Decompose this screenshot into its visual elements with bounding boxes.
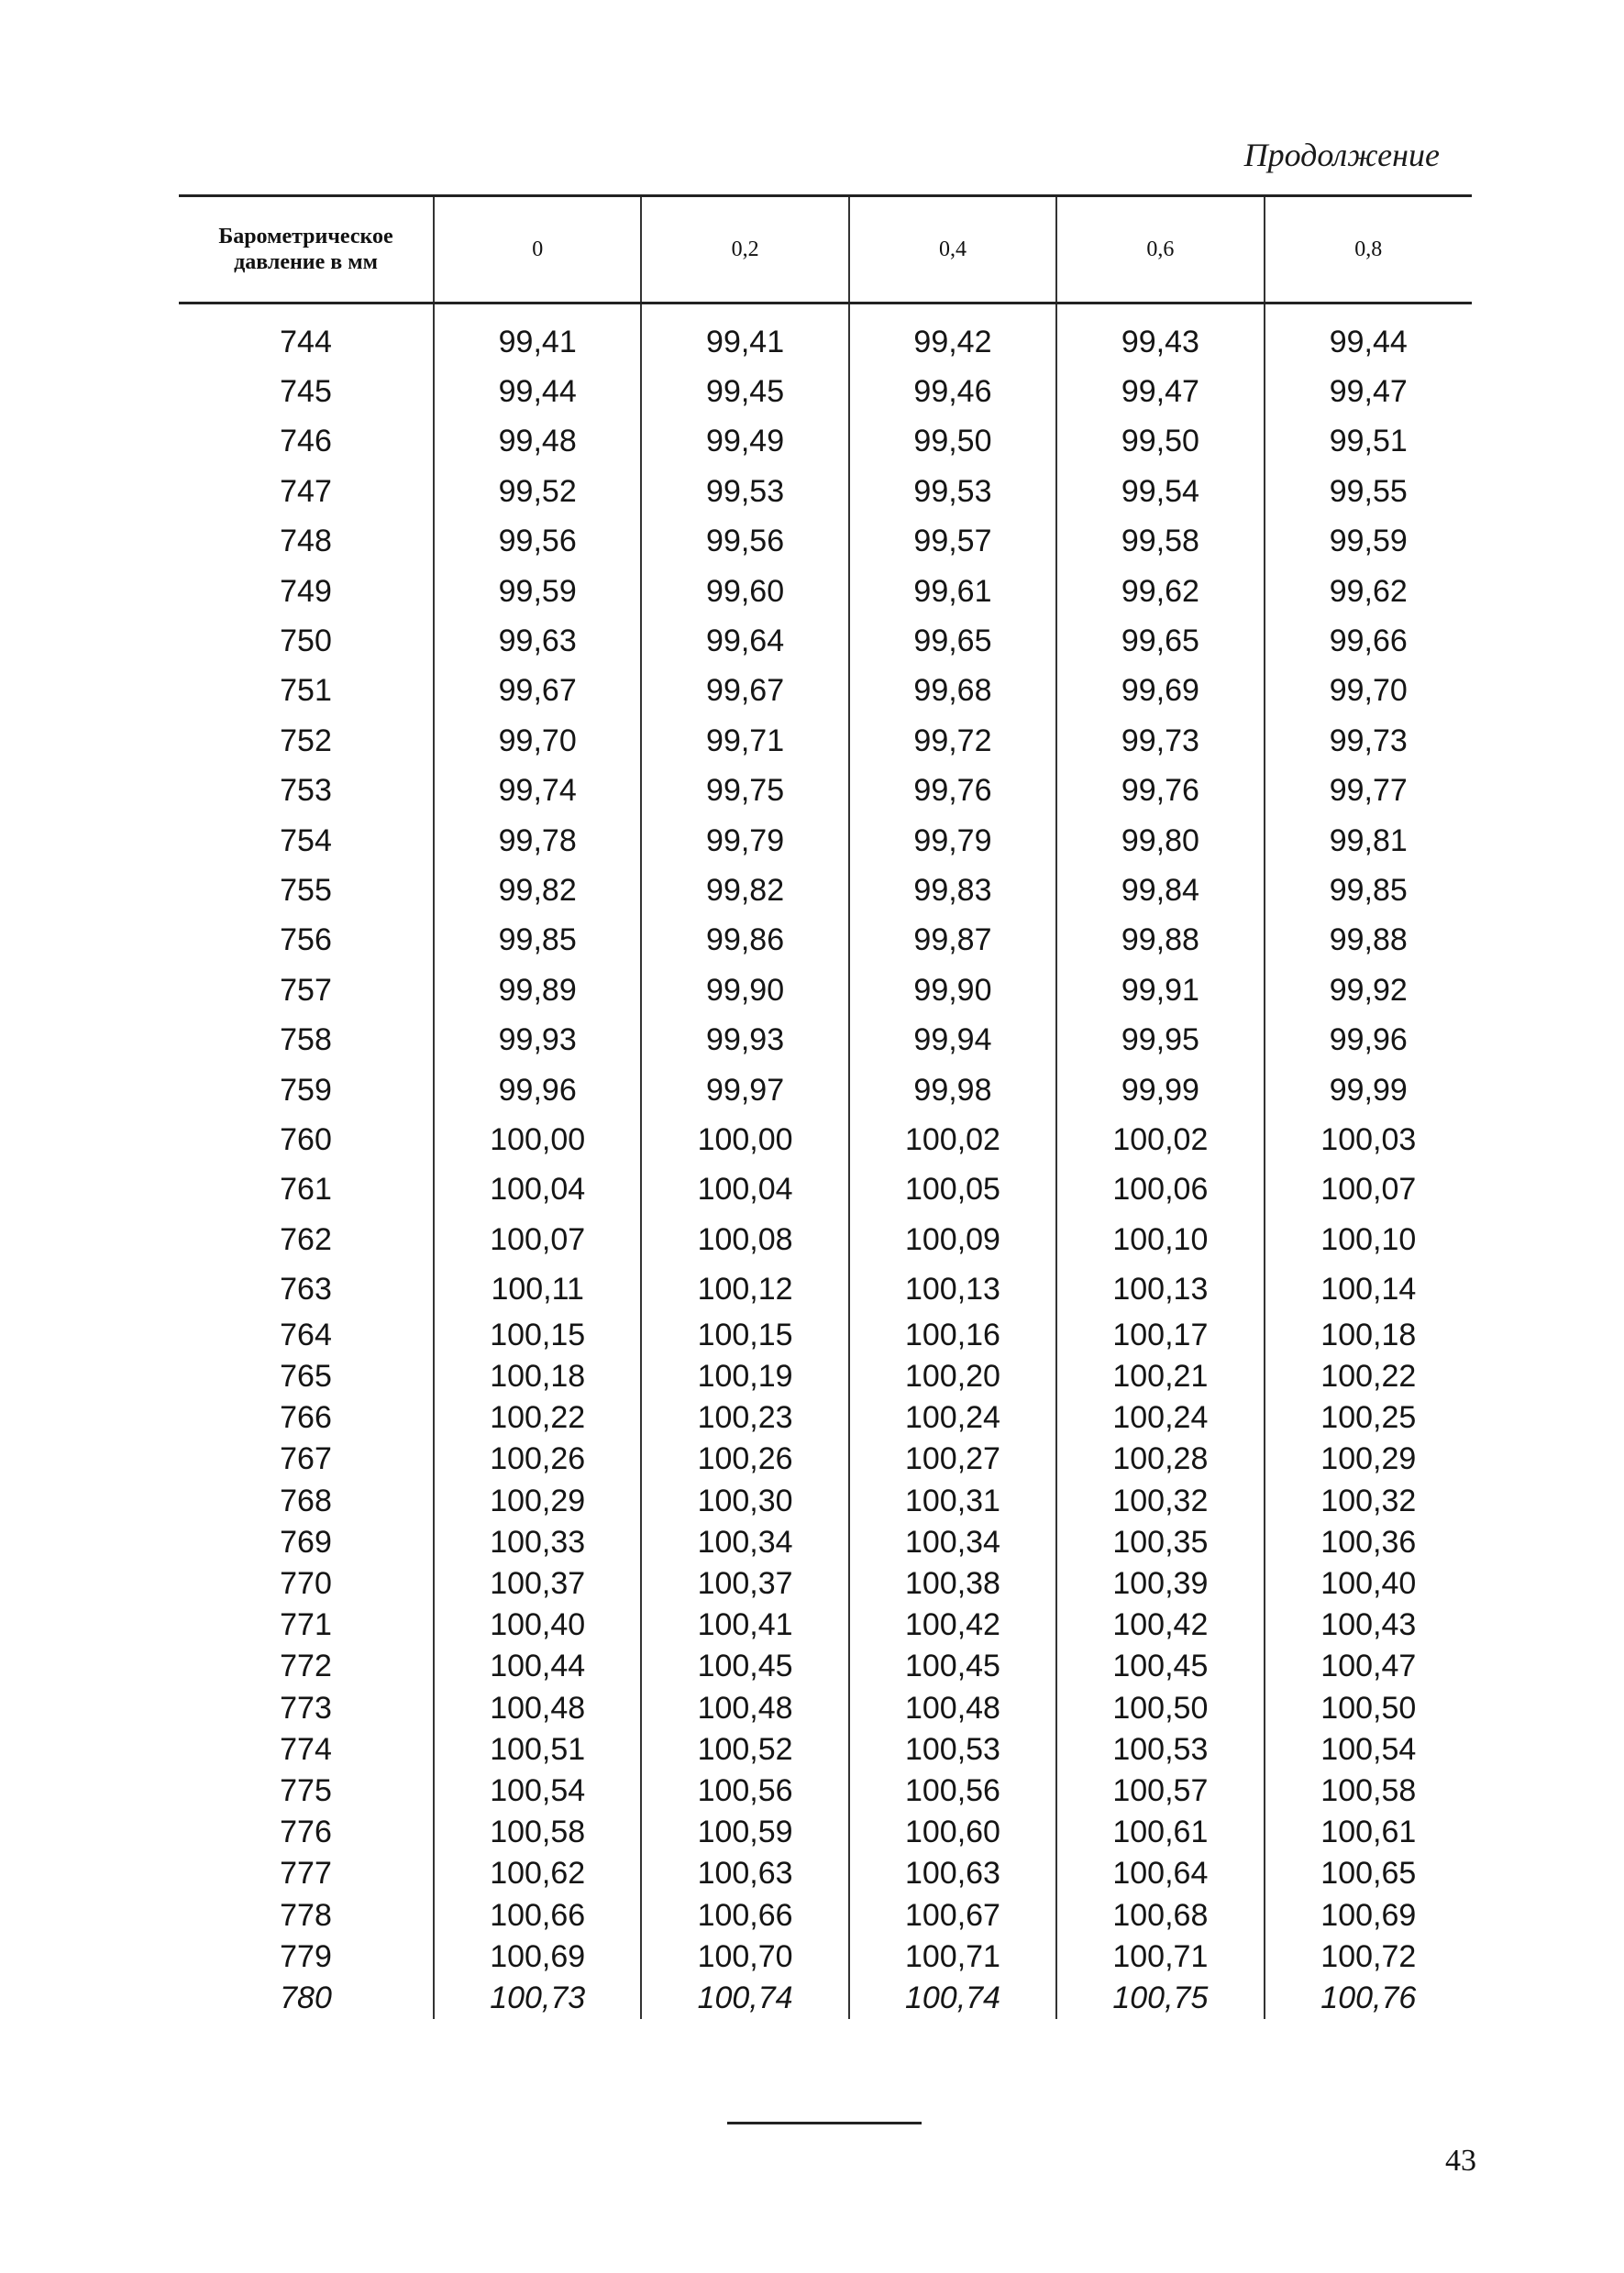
table-row [179, 1853, 1472, 1894]
table-cell: 100,54 [1265, 1729, 1472, 1771]
pressure-value: 771 [280, 1607, 332, 1643]
table-cell: 100,50 [1265, 1688, 1472, 1729]
column-header: 0,4 [849, 196, 1056, 303]
table-cell: 99,59 [1265, 517, 1472, 567]
header-row [179, 196, 1472, 303]
table-cell: 99,88 [1265, 916, 1472, 965]
table-row [179, 1522, 1472, 1563]
table-cell: 100,62 [434, 1853, 641, 1894]
table-cell: 100,57 [1056, 1771, 1264, 1812]
pressure-value: 750 [280, 623, 332, 659]
table-cell: 99,50 [1056, 417, 1264, 467]
table-row [179, 1771, 1472, 1812]
table-cell: 99,75 [641, 767, 848, 816]
table-cell: 100,03 [1265, 1115, 1472, 1164]
table-row [179, 517, 1472, 567]
table-cell: 99,44 [434, 367, 641, 416]
column-header: 0,2 [641, 196, 848, 303]
table-row [179, 1215, 1472, 1264]
pressure-table-container [179, 194, 1472, 2019]
pressure-value: 778 [280, 1897, 332, 1933]
table-cell: 100,37 [434, 1563, 641, 1605]
table-cell: 100,75 [1056, 1978, 1264, 2019]
table-cell: 99,94 [849, 1015, 1056, 1065]
table-cell: 100,39 [1056, 1563, 1264, 1605]
pressure-value: 744 [280, 324, 332, 359]
table-cell: 99,42 [849, 303, 1056, 368]
table-cell: 99,51 [1265, 417, 1472, 467]
table-row [179, 1605, 1472, 1646]
pressure-value: 768 [280, 1483, 332, 1518]
table-cell: 100,02 [1056, 1115, 1264, 1164]
pressure-value: 755 [280, 872, 332, 908]
pressure-value: 772 [280, 1649, 332, 1684]
table-cell: 99,70 [434, 716, 641, 766]
pressure-value: 747 [280, 473, 332, 509]
table-cell: 99,73 [1056, 716, 1264, 766]
table-cell: 99,58 [1056, 517, 1264, 567]
table-cell: 100,10 [1056, 1215, 1264, 1264]
table-cell: 99,63 [434, 616, 641, 666]
table-cell: 99,55 [1265, 467, 1472, 516]
table-cell: 100,58 [1265, 1771, 1472, 1812]
table-cell: 99,91 [1056, 965, 1264, 1015]
table-cell: 100,33 [434, 1522, 641, 1563]
table-row [179, 1894, 1472, 1936]
table-row [179, 1165, 1472, 1215]
table-cell: 99,49 [641, 417, 848, 467]
table-cell: 99,53 [641, 467, 848, 516]
table-row [179, 767, 1472, 816]
table-row [179, 866, 1472, 915]
pressure-value: 766 [280, 1400, 332, 1436]
table-cell: 100,34 [849, 1522, 1056, 1563]
table-cell: 100,72 [1265, 1936, 1472, 1978]
table-cell: 100,56 [849, 1771, 1056, 1812]
table-cell: 100,74 [849, 1978, 1056, 2019]
table-cell: 99,54 [1056, 467, 1264, 516]
table-cell: 99,48 [434, 417, 641, 467]
column-header: 0,8 [1265, 196, 1472, 303]
column-header: 0,6 [1056, 196, 1264, 303]
table-cell: 99,79 [641, 816, 848, 866]
table-cell: 99,66 [1265, 616, 1472, 666]
table-cell: 99,99 [1265, 1065, 1472, 1115]
table-cell: 100,67 [849, 1894, 1056, 1936]
table-cell: 100,17 [1056, 1315, 1264, 1356]
table-cell: 99,92 [1265, 965, 1472, 1015]
table-cell: 99,46 [849, 367, 1056, 416]
table-cell: 100,71 [1056, 1936, 1264, 1978]
table-cell: 100,22 [1265, 1356, 1472, 1397]
table-cell: 99,98 [849, 1065, 1056, 1115]
table-row [179, 965, 1472, 1015]
table-cell: 99,80 [1056, 816, 1264, 866]
table-cell: 100,20 [849, 1356, 1056, 1397]
table-cell: 100,45 [641, 1646, 848, 1687]
table-cell: 99,74 [434, 767, 641, 816]
column-header: 0 [434, 196, 641, 303]
table-cell: 100,63 [849, 1853, 1056, 1894]
table-row [179, 417, 1472, 467]
table-row [179, 1397, 1472, 1439]
table-cell: 100,53 [849, 1729, 1056, 1771]
table-cell: 100,30 [641, 1481, 848, 1522]
table-row [179, 1563, 1472, 1605]
table-cell: 99,81 [1265, 816, 1472, 866]
table-cell: 100,48 [849, 1688, 1056, 1729]
pressure-value: 760 [280, 1121, 332, 1157]
table-cell: 100,24 [849, 1397, 1056, 1439]
pressure-value: 757 [280, 972, 332, 1008]
table-cell: 100,12 [641, 1264, 848, 1314]
table-cell: 99,67 [641, 667, 848, 716]
table-cell: 100,09 [849, 1215, 1056, 1264]
table-cell: 100,02 [849, 1115, 1056, 1164]
table-cell: 100,34 [641, 1522, 848, 1563]
table-cell: 100,60 [849, 1812, 1056, 1853]
table-cell: 100,18 [434, 1356, 641, 1397]
table-cell: 99,71 [641, 716, 848, 766]
table-cell: 100,08 [641, 1215, 848, 1264]
table-cell: 100,35 [1056, 1522, 1264, 1563]
table-cell: 100,70 [641, 1936, 848, 1978]
table-cell: 100,05 [849, 1165, 1056, 1215]
table-cell: 99,76 [1056, 767, 1264, 816]
table-cell: 99,78 [434, 816, 641, 866]
table-cell: 100,23 [641, 1397, 848, 1439]
table-cell: 100,61 [1265, 1812, 1472, 1853]
pressure-value: 751 [280, 673, 332, 709]
table-cell: 100,52 [641, 1729, 848, 1771]
pressure-value: 774 [280, 1731, 332, 1767]
pressure-value: 773 [280, 1690, 332, 1726]
pressure-value: 763 [280, 1272, 332, 1308]
table-row [179, 1936, 1472, 1978]
table-cell: 99,62 [1265, 567, 1472, 616]
pressure-value: 759 [280, 1072, 332, 1108]
pressure-value: 780 [280, 1980, 332, 2015]
table-row [179, 1315, 1472, 1356]
table-cell: 100,43 [1265, 1605, 1472, 1646]
pressure-table [179, 194, 1472, 2019]
table-cell: 100,38 [849, 1563, 1056, 1605]
table-cell: 100,66 [434, 1894, 641, 1936]
table-cell: 99,57 [849, 517, 1056, 567]
table-cell: 100,74 [641, 1978, 848, 2019]
pressure-value: 775 [280, 1772, 332, 1808]
table-cell: 100,29 [1265, 1439, 1472, 1480]
table-cell: 100,56 [641, 1771, 848, 1812]
table-cell: 99,56 [434, 517, 641, 567]
table-cell: 100,65 [1265, 1853, 1472, 1894]
table-cell: 99,43 [1056, 303, 1264, 368]
table-cell: 100,32 [1265, 1481, 1472, 1522]
table-cell: 100,06 [1056, 1165, 1264, 1215]
table-cell: 100,61 [1056, 1812, 1264, 1853]
table-row [179, 1264, 1472, 1314]
table-cell: 100,48 [641, 1688, 848, 1729]
table-cell: 100,14 [1265, 1264, 1472, 1314]
table-cell: 100,50 [1056, 1688, 1264, 1729]
table-cell: 100,66 [641, 1894, 848, 1936]
table-row [179, 1688, 1472, 1729]
table-cell: 99,65 [849, 616, 1056, 666]
table-cell: 100,71 [849, 1936, 1056, 1978]
pressure-value: 756 [280, 922, 332, 958]
table-cell: 100,58 [434, 1812, 641, 1853]
table-cell: 99,85 [1265, 866, 1472, 915]
table-cell: 100,31 [849, 1481, 1056, 1522]
table-cell: 100,27 [849, 1439, 1056, 1480]
table-cell: 99,79 [849, 816, 1056, 866]
table-cell: 100,76 [1265, 1978, 1472, 2019]
table-cell: 100,42 [1056, 1605, 1264, 1646]
table-row [179, 1646, 1472, 1687]
table-cell: 99,93 [641, 1015, 848, 1065]
table-cell: 99,85 [434, 916, 641, 965]
table-row [179, 1812, 1472, 1853]
pressure-value: 770 [280, 1566, 332, 1602]
table-cell: 99,83 [849, 866, 1056, 915]
table-cell: 100,40 [434, 1605, 641, 1646]
pressure-value: 776 [280, 1815, 332, 1850]
pressure-value: 754 [280, 822, 332, 858]
table-cell: 99,68 [849, 667, 1056, 716]
table-cell: 99,93 [434, 1015, 641, 1065]
pressure-value: 745 [280, 374, 332, 410]
table-cell: 99,77 [1265, 767, 1472, 816]
table-cell: 100,59 [641, 1812, 848, 1853]
table-cell: 100,11 [434, 1264, 641, 1314]
table-cell: 100,00 [641, 1115, 848, 1164]
table-cell: 100,26 [434, 1439, 641, 1480]
table-cell: 99,53 [849, 467, 1056, 516]
table-cell: 99,65 [1056, 616, 1264, 666]
table-cell: 100,07 [1265, 1165, 1472, 1215]
table-cell: 99,62 [1056, 567, 1264, 616]
table-cell: 99,89 [434, 965, 641, 1015]
table-cell: 99,61 [849, 567, 1056, 616]
table-cell: 99,41 [434, 303, 641, 368]
table-cell: 100,69 [434, 1936, 641, 1978]
table-cell: 100,42 [849, 1605, 1056, 1646]
table-cell: 100,07 [434, 1215, 641, 1264]
pressure-value: 767 [280, 1441, 332, 1477]
table-cell: 99,90 [849, 965, 1056, 1015]
table-cell: 100,18 [1265, 1315, 1472, 1356]
table-cell: 99,99 [1056, 1065, 1264, 1115]
table-cell: 99,95 [1056, 1015, 1264, 1065]
table-cell: 100,29 [434, 1481, 641, 1522]
table-cell: 100,64 [1056, 1853, 1264, 1894]
table-cell: 100,10 [1265, 1215, 1472, 1264]
pressure-value: 779 [280, 1938, 332, 1974]
pressure-value: 777 [280, 1856, 332, 1892]
continued-label: Продолжение [1243, 137, 1440, 173]
table-cell: 99,56 [641, 517, 848, 567]
table-cell: 100,69 [1265, 1894, 1472, 1936]
table-cell: 100,22 [434, 1397, 641, 1439]
bottom-rule [727, 2122, 922, 2124]
table-row [179, 1978, 1472, 2019]
table-cell: 100,45 [1056, 1646, 1264, 1687]
pressure-value: 752 [280, 723, 332, 758]
table-cell: 100,47 [1265, 1646, 1472, 1687]
table-row [179, 616, 1472, 666]
table-cell: 100,16 [849, 1315, 1056, 1356]
table-cell: 100,13 [1056, 1264, 1264, 1314]
table-cell: 99,96 [434, 1065, 641, 1115]
table-cell: 99,96 [1265, 1015, 1472, 1065]
pressure-value: 764 [280, 1317, 332, 1352]
table-cell: 99,82 [641, 866, 848, 915]
table-cell: 99,84 [1056, 866, 1264, 915]
table-row [179, 716, 1472, 766]
table-cell: 99,44 [1265, 303, 1472, 368]
table-cell: 100,53 [1056, 1729, 1264, 1771]
table-cell: 99,72 [849, 716, 1056, 766]
pressure-value: 749 [280, 573, 332, 609]
table-cell: 99,45 [641, 367, 848, 416]
pressure-value: 746 [280, 424, 332, 459]
table-cell: 100,36 [1265, 1522, 1472, 1563]
table-row [179, 1356, 1472, 1397]
pressure-value: 762 [280, 1221, 332, 1257]
table-cell: 99,70 [1265, 667, 1472, 716]
table-cell: 99,87 [849, 916, 1056, 965]
table-cell: 100,13 [849, 1264, 1056, 1314]
table-cell: 99,88 [1056, 916, 1264, 965]
table-cell: 99,60 [641, 567, 848, 616]
table-cell: 100,25 [1265, 1397, 1472, 1439]
table-row [179, 467, 1472, 516]
table-cell: 100,26 [641, 1439, 848, 1480]
page-number: 43 [1445, 2144, 1476, 2178]
table-row [179, 1481, 1472, 1522]
table-row [179, 367, 1472, 416]
table-cell: 100,19 [641, 1356, 848, 1397]
table-body [179, 303, 1472, 2020]
table-cell: 100,51 [434, 1729, 641, 1771]
table-cell: 100,28 [1056, 1439, 1264, 1480]
row-header-label: Барометрическое давление в мм [179, 196, 434, 303]
table-cell: 100,37 [641, 1563, 848, 1605]
table-cell: 100,24 [1056, 1397, 1264, 1439]
table-cell: 99,82 [434, 866, 641, 915]
pressure-value: 758 [280, 1022, 332, 1058]
table-cell: 99,50 [849, 417, 1056, 467]
table-cell: 99,47 [1056, 367, 1264, 416]
table-cell: 100,41 [641, 1605, 848, 1646]
table-cell: 100,68 [1056, 1894, 1264, 1936]
table-cell: 99,64 [641, 616, 848, 666]
table-cell: 100,48 [434, 1688, 641, 1729]
table-cell: 100,32 [1056, 1481, 1264, 1522]
table-cell: 100,15 [434, 1315, 641, 1356]
table-cell: 100,54 [434, 1771, 641, 1812]
table-cell: 99,76 [849, 767, 1056, 816]
pressure-value: 769 [280, 1524, 332, 1560]
table-cell: 99,69 [1056, 667, 1264, 716]
table-cell: 100,63 [641, 1853, 848, 1894]
table-row [179, 1439, 1472, 1480]
table-row [179, 567, 1472, 616]
table-cell: 100,04 [434, 1165, 641, 1215]
table-row [179, 816, 1472, 866]
table-header [179, 196, 1472, 303]
table-row [179, 303, 1472, 368]
table-cell: 99,47 [1265, 367, 1472, 416]
pressure-value: 765 [280, 1359, 332, 1395]
table-cell: 100,00 [434, 1115, 641, 1164]
table-cell: 99,52 [434, 467, 641, 516]
pressure-value: 753 [280, 773, 332, 809]
table-cell: 99,90 [641, 965, 848, 1015]
table-row [179, 1015, 1472, 1065]
table-row [179, 1729, 1472, 1771]
table-row [179, 916, 1472, 965]
table-cell: 100,04 [641, 1165, 848, 1215]
table-cell: 100,15 [641, 1315, 848, 1356]
table-row [179, 1115, 1472, 1164]
table-cell: 100,40 [1265, 1563, 1472, 1605]
table-row [179, 1065, 1472, 1115]
table-cell: 99,73 [1265, 716, 1472, 766]
table-cell: 99,67 [434, 667, 641, 716]
pressure-value: 748 [280, 524, 332, 559]
table-cell: 100,73 [434, 1978, 641, 2019]
table-cell: 99,86 [641, 916, 848, 965]
table-row [179, 667, 1472, 716]
table-cell: 99,97 [641, 1065, 848, 1115]
pressure-value: 761 [280, 1172, 332, 1208]
table-cell: 100,21 [1056, 1356, 1264, 1397]
table-cell: 100,45 [849, 1646, 1056, 1687]
table-cell: 99,59 [434, 567, 641, 616]
table-cell: 99,41 [641, 303, 848, 368]
table-cell: 100,44 [434, 1646, 641, 1687]
